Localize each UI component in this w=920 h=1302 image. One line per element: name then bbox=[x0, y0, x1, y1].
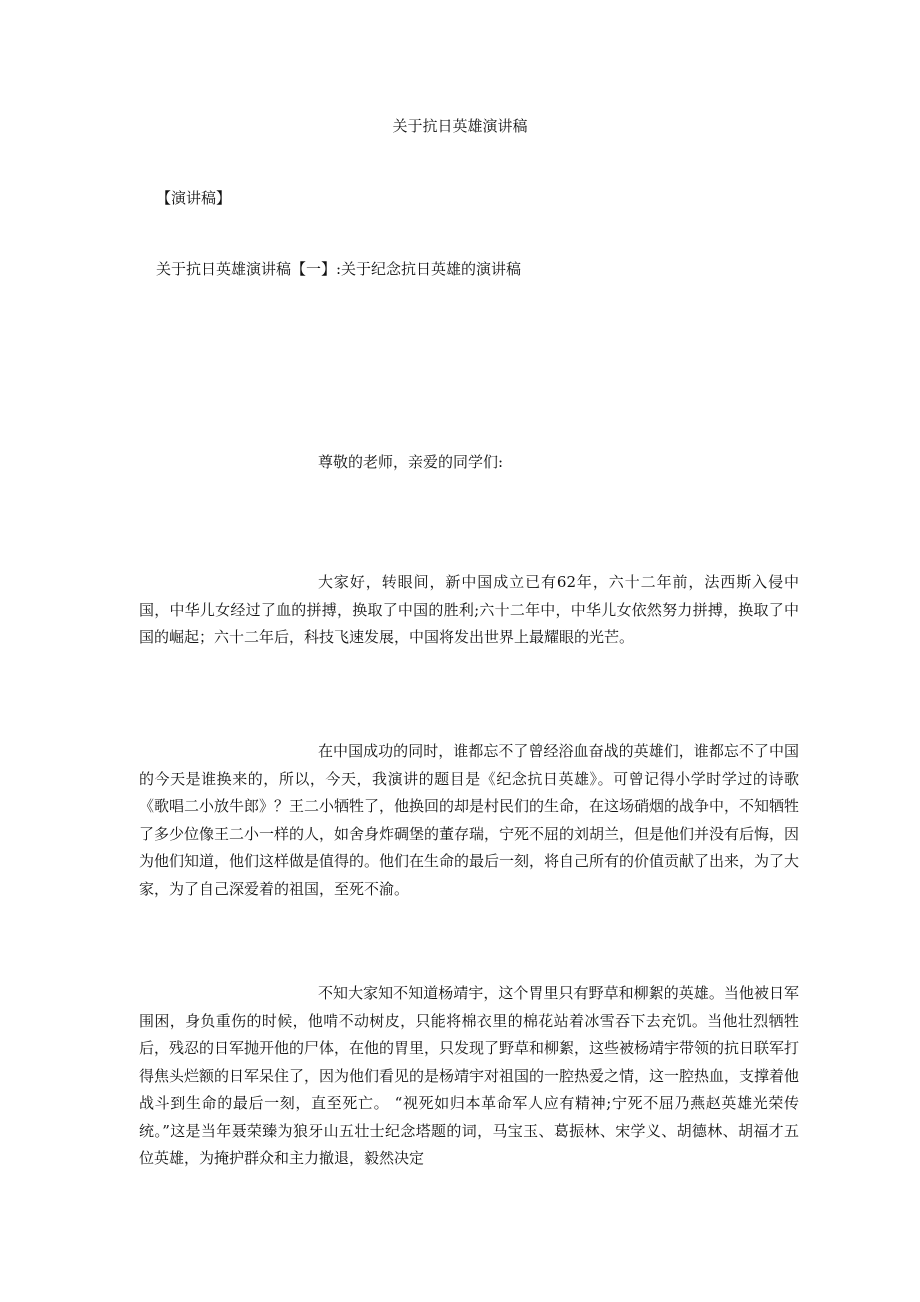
paragraph-1: 大家好，转眼间，新中国成立已有62年，六十二年前，法西斯入侵中国，中华儿女经过了血的拼搏，换取了中国的胜利;六十二年中，中华儿女依然努力拼搏，换取了中国的崛起；六十二年后，科技飞速发展，中国将发出世界上最耀眼的光芒。 bbox=[139, 573, 799, 646]
speech-subtitle: 关于抗日英雄演讲稿【一】:关于纪念抗日英雄的演讲稿 bbox=[156, 260, 522, 278]
paragraph-2: 在中国成功的同时，谁都忘不了曾经浴血奋战的英雄们，谁都忘不了中国的今天是谁换来的，所以，今天，我演讲的题目是《纪念抗日英雄》。可曾记得小学时学过的诗歌《歌唱二小放牛郎》？王二小牺牲了，他换回的却是村民们的生命，在这场硝烟的战争中，不知牺牲了多少位像王二小一样的人，如舍身炸碉堡的董存瑞，宁死不屈的刘胡兰，但是他们并没有后悔，因为他们知道，他们这样做是值得的。他们在生命的最后一刻，将自己所有的价值贡献了出来，为了大家，为了自己深爱着的祖国，至死不渝。 bbox=[139, 742, 800, 898]
section-tag: 【演讲稿】 bbox=[156, 189, 232, 207]
greeting-line: 尊敬的老师，亲爱的同学们: bbox=[318, 453, 504, 471]
document-title: 关于抗日英雄演讲稿 bbox=[392, 117, 528, 135]
paragraph-3: 不知大家知不知道杨靖宇，这个胃里只有野草和柳絮的英雄。当他被日军围困，身负重伤的时候，他啃不动树皮，只能将棉衣里的棉花站着冰雪吞下去充饥。当他壮烈牺牲后，残忍的日军抛开他的尸体，在他的胃里，只发现了野草和柳絮，这些被杨靖宇带领的抗日联军打得焦头烂额的日军呆住了，因为他们看见的是杨靖宇对祖国的一腔热爱之情，这一腔热血，支撑着他战斗到生命的最后一刻，直至死亡。 “视死如归本革命军人应有精神;宁死不屈乃燕赵英雄光荣传统。”这是当年聂荣臻为狼牙山五壮士纪念塔题的词，马宝玉、葛振林、宋学义、胡德林、胡福才五位英雄，为掩护群众和主力撤退，毅然决定 bbox=[139, 984, 800, 1167]
